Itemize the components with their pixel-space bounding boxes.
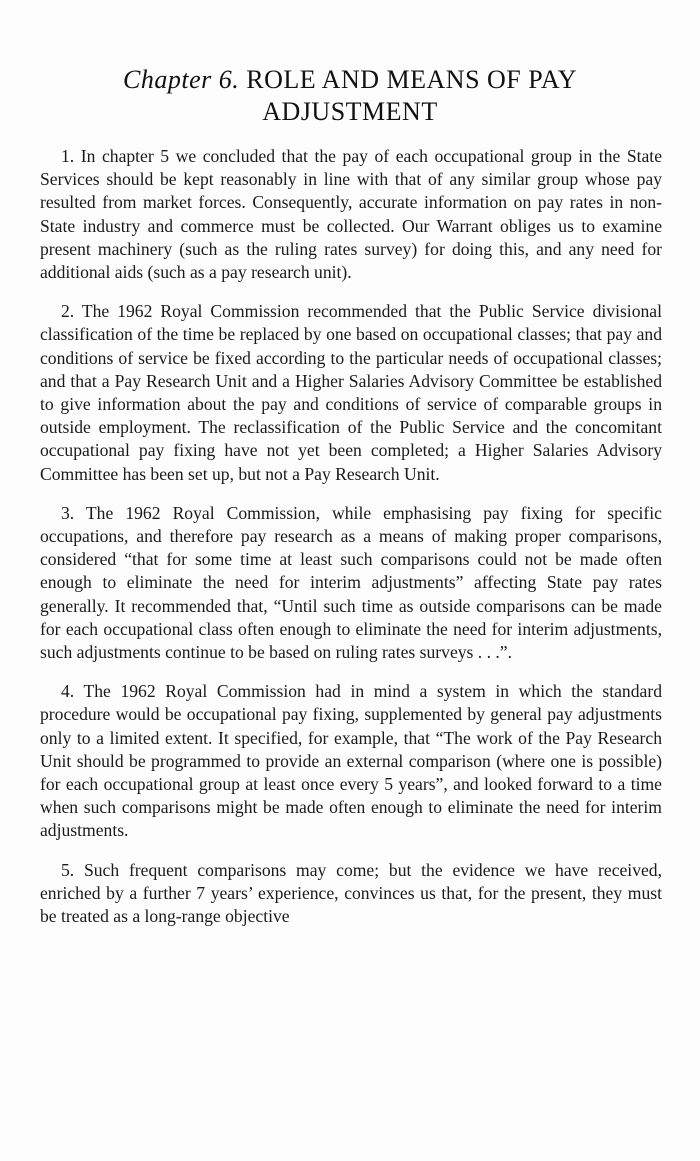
paragraph-3: 3. The 1962 Royal Commission, while emphasising pay fixing for specific occupations, and therefore pay research as a means of making proper comparisons, considered “that for some time at least such comparisons could not be made often enough to eliminate the need for interim adjustments” affecting State pay rates generally. It recommended that, “Until such time as outside comparisons can be made for each occupational class often enough to eliminate the need for interim adjustments, such adjustments continue to be based on ruling rates surveys . . .”. — [40, 502, 662, 663]
chapter-title-part-2: ADJUSTMENT — [262, 97, 438, 126]
chapter-title-line-2 — [40, 96, 660, 128]
paragraph-2: 2. The 1962 Royal Commission recommended that the Public Service divisional classification of the time be replaced by one based on occupational classes; that pay and conditions of service be fixed according to the particular needs of occupational classes; and that a Pay Research Unit and a Higher Salaries Advisory Committee be established to give information about the pay and conditions of service of comparable groups in outside employment. The reclassification of the Public Service and the concomitant occupational pay fixing have not yet been completed; a Higher Salaries Advisory Committee has been set up, but not a Pay Research Unit. — [40, 301, 662, 484]
chapter-title-line-1 — [40, 64, 660, 96]
paragraph-1: 1. In chapter 5 we concluded that the pay of each occupational group in the State Services should be kept reasonably in line with that of any similar group whose pay resulted from market forces. Consequently, accurate information on pay rates in non-State industry and commerce must be collected. Our Warrant obliges us to examine present machinery (such as the ruling rates survey) for doing this, and any need for additional aids (such as a pay research unit). — [40, 146, 662, 283]
chapter-label: Chapter 6. — [123, 65, 240, 94]
paragraph-5: 5. Such frequent comparisons may come; but the evidence we have received, enriched by a further 7 years’ experience, convinces us that, for the present, they must be treated as a long-range objective — [40, 859, 662, 927]
paragraph-4: 4. The 1962 Royal Commission had in mind a system in which the standard procedure would be occupational pay fixing, supplemented by general pay adjustments only to a limited extent. It specified, for example, that “The work of the Pay Research Unit should be programmed to provide an external comparison (where one is possible) for each occupational group at least once every 5 years”, and looked forward to a time when such comparisons might be made often enough to eliminate the need for interim adjustments. — [40, 681, 662, 841]
chapter-body — [40, 145, 662, 944]
chapter-title-part-1: ROLE AND MEANS OF PAY — [246, 65, 577, 94]
